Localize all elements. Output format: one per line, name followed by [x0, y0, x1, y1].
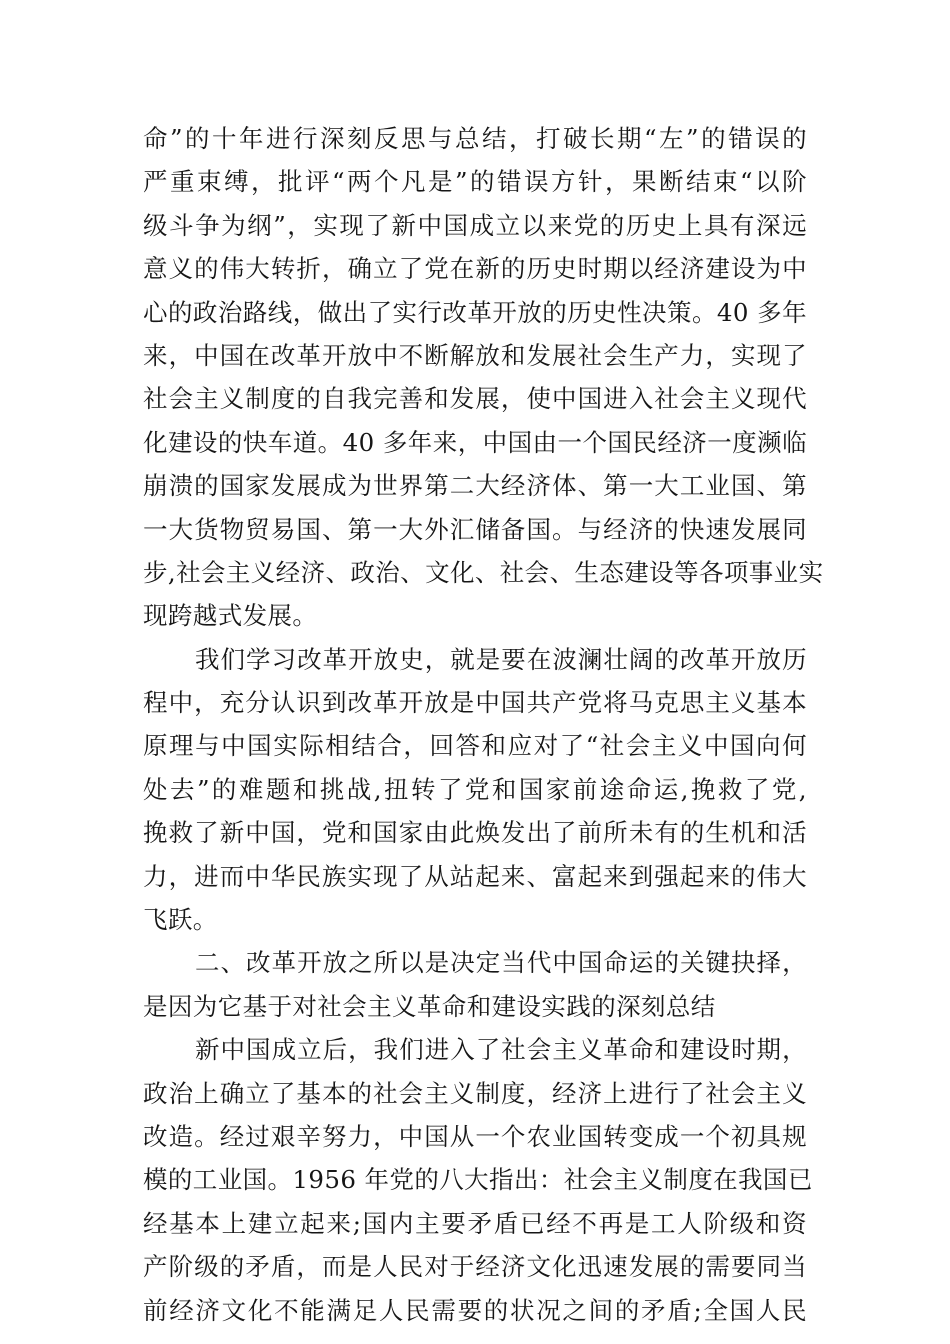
text-line: 心的政治路线，做出了实行改革开放的历史性决策。40 多年: [143, 297, 807, 327]
text-line: 前经济文化不能满足人民需要的状况之间的矛盾;全国人民: [143, 1295, 807, 1325]
text-line: 级斗争为纲”，实现了新中国成立以来党的历史上具有深远: [143, 210, 807, 240]
text-line: 崩溃的国家发展成为世界第二大经济体、第一大工业国、第: [143, 471, 807, 501]
text-line: 政治上确立了基本的社会主义制度，经济上进行了社会主义: [143, 1078, 807, 1108]
text-line: 社会主义制度的自我完善和发展，使中国进入社会主义现代: [143, 384, 807, 414]
document-body: [143, 117, 824, 1332]
text-line: 步,社会主义经济、政治、文化、社会、生态建设等各项事业实: [143, 557, 824, 587]
text-line: 改造。经过艰辛努力，中国从一个农业国转变成一个初具规: [143, 1121, 807, 1151]
text-line: 程中，充分认识到改革开放是中国共产党将马克思主义基本: [143, 688, 807, 718]
text-line: 我们学习改革开放史，就是要在波澜壮阔的改革开放历: [195, 644, 807, 674]
text-line: 严重束缚，批评“两个凡是”的错误方针，果断结束“以阶: [143, 167, 807, 197]
text-line: 模的工业国。1956 年党的八大指出：社会主义制度在我国已: [143, 1165, 813, 1195]
text-line: 命”的十年进行深刻反思与总结，打破长期“左”的错误的: [143, 124, 807, 153]
text-line: 产阶级的矛盾，而是人民对于经济文化迅速发展的需要同当: [143, 1252, 807, 1282]
text-line: 来，中国在改革开放中不断解放和发展社会生产力，实现了: [143, 340, 807, 370]
text-line: 新中国成立后，我们进入了社会主义革命和建设时期，: [195, 1035, 807, 1065]
text-line: 现跨越式发展。: [143, 601, 318, 631]
text-line: 原理与中国实际相结合，回答和应对了“社会主义中国向何: [143, 731, 807, 761]
text-line: 挽救了新中国，党和国家由此焕发出了前所未有的生机和活: [143, 818, 807, 848]
text-line: 意义的伟大转折，确立了党在新的历史时期以经济建设为中: [143, 254, 807, 284]
text-line: 力，进而中华民族实现了从站起来、富起来到强起来的伟大: [143, 861, 807, 891]
text-line: 飞跃。: [143, 905, 218, 935]
text-line: 是因为它基于对社会主义革命和建设实践的深刻总结: [143, 991, 716, 1021]
text-line: 一大货物贸易国、第一大外汇储备国。与经济的快速发展同: [143, 514, 807, 544]
text-line: 二、改革开放之所以是决定当代中国命运的关键抉择，: [195, 948, 807, 978]
text-line: 化建设的快车道。40 多年来，中国由一个国民经济一度濒临: [143, 427, 807, 457]
text-line: 经基本上建立起来;国内主要矛盾已经不再是工人阶级和资: [143, 1208, 807, 1238]
text-line: 处去”的难题和挑战,扭转了党和国家前途命运,挽救了党,: [143, 774, 807, 804]
